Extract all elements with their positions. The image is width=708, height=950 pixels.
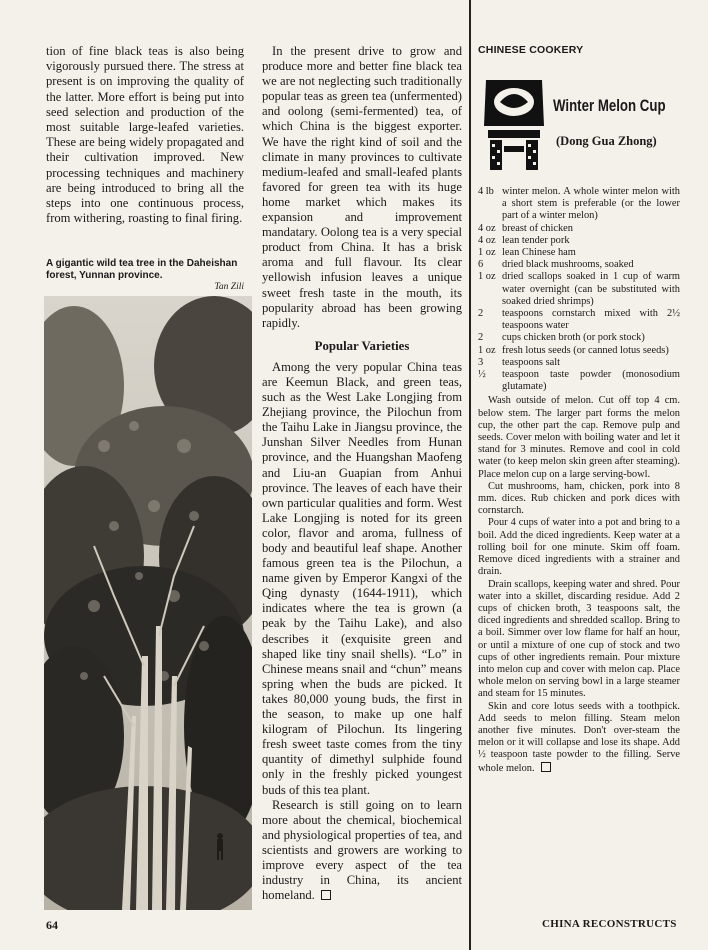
article-text-column-1: tion of fine black teas is also being vigorously pursued there. The stress at present is on improving the quality of the latter. More effort is being put into seed selection and production of the most suitable large-leafed varieties. These are being widely propagated and their cultivation improved. New processing techniques and machinery are being introduced to bring all the steps into one continuous process, from withering, roasting to final firing. <box>46 44 244 226</box>
ingredient-text: teaspoons salt <box>502 356 561 368</box>
ingredient-text: breast of chicken <box>502 222 573 234</box>
paragraph-research <box>262 798 462 904</box>
ingredient-text: lean Chinese ham <box>502 247 576 259</box>
ingredient-quantity: 1 oz <box>478 271 496 283</box>
ingredient-text: dried scallops soaked in 1 cup of warm water overnight (can be substituted with soaked dried shrimps) <box>502 271 680 307</box>
method-step-final <box>478 701 680 775</box>
ingredient-text: winter melon. A whole winter melon with a short stem is preferable (or the lower part of a winter melon) <box>502 186 680 222</box>
ingredient-row <box>478 308 680 332</box>
ingredient-row <box>478 186 680 223</box>
ingredient-text: dried black mushrooms, soaked <box>502 259 634 271</box>
ingredient-row <box>478 247 680 259</box>
method-step-text: Skin and core lotus seeds with a toothpick. Add seeds to melon filling. Steam melon another five minutes. Don't over-steam the melon or it will collapse and lose its shape. Add ½ teaspoon taste powder to the filling. Serve whole melon. <box>478 700 680 774</box>
cookery-emblem-icon <box>478 76 550 172</box>
ingredient-quantity: 1 oz <box>478 344 496 356</box>
article-text-column-2 <box>262 44 462 903</box>
end-mark-icon <box>321 890 331 900</box>
ingredient-row <box>478 235 680 247</box>
paragraph-varieties: Among the very popular China teas are Keemun Black, and green teas, such as the West Lake Longjing from Zhejiang province, the Pilochun from the Taihu Lake in Jiangsu province, the Junshan Silver Needles from Hunan province, and the Huangshan Maofeng and Liu-an Guapian from Anhui province. The leaves of each have their own particular qualities and form. West Lake Longjing is noted for its green color, flavor and aroma, fullness of body and beautiful leaf shape. Another famous green tea is the Pilochun, a name given by Emperor Kangxi of the Qing dynasty (1644-1911), which indicates where the tea is grown (a peak by the Taihu Lake), and also describes it (exquisite green and shaped like tiny snail shells). “Lo” in Chinese means snail and “chun” means spring when the buds are picked. It takes 80,000 young buds, the first in the season, to make up one half kilogram of Pilochun. Its lingering fresh sweet taste comes from the tiny quantity of dimethyl sulphide found only in the freshly picked youngest buds of this tea plant. <box>262 359 462 797</box>
ingredient-text: fresh lotus seeds (or canned lotus seeds) <box>502 344 669 356</box>
paragraph-green-oolong: In the present drive to grow and produce more and better fine black tea we are not neglecting such traditionally popular teas as green tea (unfermented) and oolong (semi-fermented) tea, of which China is the biggest exporter. We have the right kind of soil and the climate in many provinces to cultivate medium-leafed and small-leafed plants favored for green tea with its huge home market which makes its expansion and improvement mandatary. Oolong tea is a very special product from China. It has a brisk aroma and full flavour. Its clear yellowish infusion leaves a unique sweet fresh taste in the mouth, its popularity abroad has been growing rapidly. <box>262 44 462 330</box>
recipe-method <box>478 395 680 774</box>
ingredient-row <box>478 259 680 271</box>
ingredient-row <box>478 223 680 235</box>
method-step: Cut mushrooms, ham, chicken, pork into 8 mm. dices. Rub chicken and pork dices with cornstarch. <box>478 480 680 517</box>
running-footer-title: CHINA RECONSTRUCTS <box>542 918 677 930</box>
section-heading: Popular Varieties <box>314 338 410 353</box>
section-label: CHINESE COOKERY <box>478 44 584 56</box>
recipe-subtitle: (Dong Gua Zhong) <box>556 134 657 148</box>
ingredient-quantity: 6 <box>478 259 484 271</box>
ingredient-text: teaspoons cornstarch mixed with 2½ teaspoons water <box>502 308 680 332</box>
photo-credit: Tan Zili <box>214 282 244 292</box>
ingredient-quantity: 4 oz <box>478 222 496 234</box>
method-step: Drain scallops, keeping water and shred. Pour water into a skillet, discarding residue. Add 2 cups of chicken broth, 3 teaspoons salt, the diced ingredients and shredded scallop. Bring to a boil. Simmer over low flame for half an hour, or until a mixture of one cup of stock and two cups of other ingredients remain. Pour mixture into melon cup and cover with melon cap. Place whole melon on serving bowl in a large steamer and steam for 15 minutes. <box>478 578 680 700</box>
recipe-body <box>478 186 680 775</box>
method-step: Wash outside of melon. Cut off top 4 cm. below stem. The larger part forms the melon cup, the other part the cap. Remove pulp and seeds. Cover melon with boiling water and let it stand for 3 minutes. Remove and cool in cold water (to keep melon skin green after steaming). Place melon cup on a large serving-bowl. <box>478 395 680 480</box>
ingredient-quantity: ½ <box>478 369 486 381</box>
ingredient-text: teaspoon taste powder (monosodium glutamate) <box>502 369 680 393</box>
page-number: 64 <box>46 918 58 932</box>
tea-tree-photo <box>44 296 252 910</box>
ingredient-quantity: 2 <box>478 308 484 320</box>
ingredient-quantity: 2 <box>478 332 484 344</box>
ingredient-row <box>478 332 680 344</box>
ingredient-quantity: 1 oz <box>478 247 496 259</box>
ingredient-row <box>478 345 680 357</box>
ingredient-row <box>478 357 680 369</box>
ingredient-text: cups chicken broth (or pork stock) <box>502 332 645 344</box>
ingredient-row <box>478 271 680 308</box>
end-mark-icon <box>541 762 551 772</box>
paragraph-research-text: Research is still going on to learn more about the chemical, biochemical and physiological properties of tea, and scientists and growers are working to improve every aspect of the tea industry in China, its ancient homeland. <box>262 797 462 903</box>
ingredient-row <box>478 369 680 393</box>
ingredient-quantity: 4 oz <box>478 234 496 246</box>
ingredient-text: lean tender pork <box>502 234 570 246</box>
recipe-title: Winter Melon Cup <box>553 96 666 115</box>
column-divider <box>469 0 471 950</box>
method-step: Pour 4 cups of water into a pot and bring to a boil. Add the diced ingredients. Keep water at a rolling boil for one minute. Skim off foam. Remove diced ingredients with a strainer and drain. <box>478 517 680 578</box>
photo-caption: A gigantic wild tea tree in the Daheishan forest, Yunnan province. <box>46 258 238 281</box>
ingredient-quantity: 3 <box>478 356 484 368</box>
ingredient-quantity: 4 lb <box>478 186 494 197</box>
